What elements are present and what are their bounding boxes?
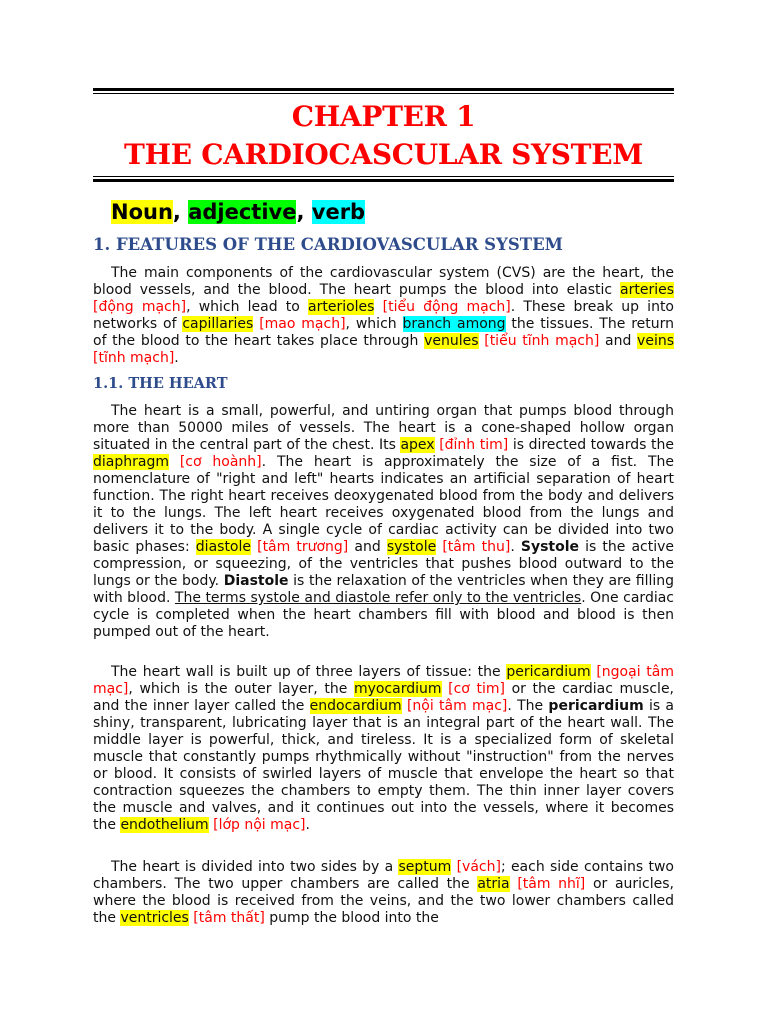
bottom-rule-thin [93, 176, 674, 177]
text-run: The heart wall is built up of three layers of tissue: the [111, 664, 507, 680]
noun-term: endocardium [309, 698, 402, 714]
paragraph [93, 403, 674, 641]
text-run: or the cardiac muscle, and the inner layer called the [93, 681, 675, 714]
text-run: , which lead to [186, 299, 308, 315]
text-run: and [348, 539, 387, 555]
text-run: The heart is a small, powerful, and untiring organ that pumps blood through more than 50000 miles of vessels. The heart is a cone-shaped hollow organ situated in the central part of the chest. Its [93, 403, 674, 453]
translation: [tiểu tĩnh mạch] [484, 333, 600, 349]
text-run: is the relaxation of the ventricles when they are filling with blood. [93, 573, 674, 606]
text-run: ; each side contains two chambers. The two upper chambers are called the [93, 859, 675, 892]
translation: [vách] [456, 859, 501, 875]
noun-term: systole [386, 539, 437, 555]
noun-term: ventricles [120, 910, 189, 926]
text-run: , which [345, 316, 403, 332]
noun-term: arteries [620, 282, 674, 298]
legend-noun: Noun [111, 200, 173, 224]
paragraph [93, 265, 674, 367]
text-run [374, 299, 382, 315]
text-run: . [174, 350, 179, 366]
translation: [ngoại tâm mạc] [93, 664, 675, 697]
translation: [tĩnh mạch] [93, 350, 175, 366]
legend-adjective: adjective [188, 200, 297, 224]
translation: [cơ hoành] [179, 454, 262, 470]
text-run: is the active compression, or squeezing, of the ventricles that pushes blood outward to the lungs or the body. [93, 539, 674, 589]
legend-separator: , [296, 200, 312, 224]
paragraph [93, 664, 674, 834]
noun-term: capillaries [182, 316, 254, 332]
translation: [tâm nhĩ] [517, 876, 586, 892]
translation: [đỉnh tim] [439, 437, 509, 453]
text-run: , which is the outer layer, the [128, 681, 354, 697]
translation: [nội tâm mạc] [406, 698, 508, 714]
verb-highlight: branch among [402, 316, 506, 332]
bold-term: Systole [520, 539, 580, 555]
noun-term: pericardium [506, 664, 591, 680]
legend-verb: verb [311, 200, 366, 224]
top-rule-thin [93, 93, 674, 94]
text-run: the tissues. The return of the blood to the heart takes place through [93, 316, 674, 349]
legend-separator: , [172, 200, 189, 224]
noun-term: septum [398, 859, 452, 875]
text-run [169, 454, 180, 470]
noun-term: atria [477, 876, 510, 892]
parts-of-speech-legend [111, 200, 365, 224]
text-run: and [599, 333, 638, 349]
translation: [mao mạch] [259, 316, 346, 332]
text-run: or auricles, where the blood is received from the veins, and the two lower chambers called the [93, 876, 674, 926]
text-run: . The [507, 698, 549, 714]
text-run: . [510, 539, 521, 555]
section-heading: 1. FEATURES OF THE CARDIOVASCULAR SYSTEM [93, 235, 563, 254]
text-run: is directed towards the [508, 437, 675, 453]
bold-term: pericardium [548, 698, 644, 714]
text-run: . [305, 817, 310, 833]
translation: [động mạch] [93, 299, 187, 315]
translation: [tâm trương] [257, 539, 349, 555]
noun-term: apex [400, 437, 435, 453]
noun-term: arterioles [308, 299, 375, 315]
noun-term: diaphragm [93, 454, 169, 470]
bold-term: Diastole [223, 573, 289, 589]
top-rule-thick [93, 88, 674, 91]
translation: [tâm thất] [193, 910, 265, 926]
noun-term: veins [637, 333, 675, 349]
underlined-text: The terms systole and diastole refer only to the ventricles [174, 590, 582, 606]
text-run: The main components of the cardiovascular system (CVS) are the heart, the blood vessels, and the blood. The heart pumps the blood into elastic [93, 265, 674, 298]
text-run: The heart is divided into two sides by a [111, 859, 399, 875]
noun-term: myocardium [353, 681, 442, 697]
subsection-heading: 1.1. THE HEART [93, 375, 228, 392]
text-run: . These break up into networks of [93, 299, 675, 332]
text-run: . One cardiac cycle is completed when the heart chambers fill with blood and blood is then pumped out of the heart. [93, 590, 674, 640]
text-run: . The heart is approximately the size of a fist. The nomenclature of "right and left" hearts indicates an artificial separation of heart function. The right heart receives deoxygenated blood from the body and delivers it to the lungs. The left heart receives oxygenated blood from the lungs and delivers it to the body. A single cycle of cardiac activity can be divided into two basic phases: [93, 454, 675, 555]
chapter-title: THE CARDIOCASCULAR SYSTEM [124, 138, 643, 171]
bottom-rule-thick [93, 179, 674, 182]
noun-term: endothelium [120, 817, 209, 833]
translation: [cơ tim] [448, 681, 505, 697]
paragraph [93, 859, 674, 927]
noun-term: venules [424, 333, 479, 349]
noun-term: diastole [195, 539, 252, 555]
translation: [lớp nội mạc] [213, 817, 306, 833]
text-run: is a shiny, transparent, lubricating layer that is an integral part of the heart wall. The middle layer is powerful, thick, and tireless. It is a specialized form of skeletal muscle that constantly pumps rhythmically without "instruction" from the nerves or blood. It consists of swirled layers of muscle that envelope the heart so that contraction squeezes the chambers to empty them. The thin inner layer covers the muscle and valves, and it continues out into the vessels, where it becomes the [93, 698, 674, 833]
text-run: pump the blood into the [264, 910, 439, 926]
chapter-number: CHAPTER 1 [291, 100, 476, 133]
translation: [tiểu động mạch] [382, 299, 511, 315]
translation: [tâm thu] [442, 539, 511, 555]
